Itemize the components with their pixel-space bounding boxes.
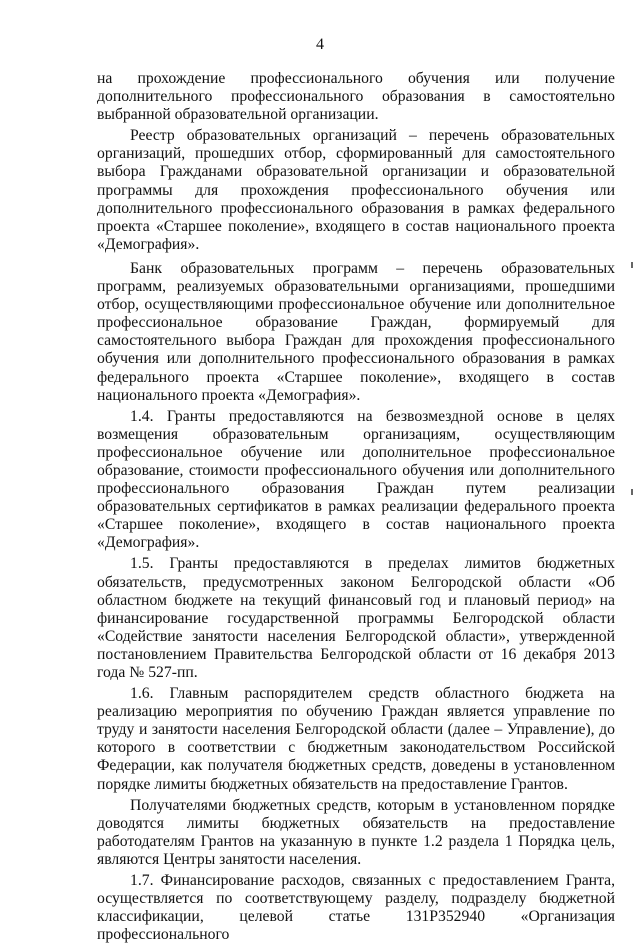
page-number: 4: [316, 36, 324, 53]
paragraph-1-5: 1.5. Гранты предоставляются в пределах лимитов бюджетных обязательств, предусмотренных законом Белгородской области «Об областном бюджете на текущий финансовый год и плановый период» на финансирование государственной программы Белгородской области «Содействие занятости населения Белгородской области», утвержденной постановлением Правительства Белгородской области от 16 декабря 2013 года № 527-пп.: [97, 555, 615, 681]
paragraph-program-bank-definition: Банк образовательных программ – перечень образовательных программ, реализуемых образовательными организациями, прошедшими отбор, осуществляющими профессиональное обучение или дополнительное профессиональное образование Граждан, формируемый для самостоятельного выбора Граждан для прохождения профессионального обучения или дополнительного профессионального образования в рамках федерального проекта «Старшее поколение», входящего в состав национального проекта «Демография».: [97, 259, 615, 404]
paragraph-budget-recipients: Получателями бюджетных средств, которым в установленном порядке доводятся лимиты бюджетных обязательств на предоставление работодателям Грантов на указанную в пункте 1.2 раздела 1 Порядка цель, являются Центры занятости населения.: [97, 796, 615, 868]
paragraph-registry-definition: Реестр образовательных организаций – перечень образовательных организаций, прошедших отбор, сформированный для самостоятельного выбора Гражданами образовательной организации и образовательной программы для прохождения профессионального обучения или дополнительного профессионального образования в рамках федерального проекта «Старшее поколение», входящего в состав национального проекта «Демография».: [97, 127, 615, 253]
paragraph-1-7: 1.7. Финансирование расходов, связанных с предоставлением Гранта, осуществляется по соответствующему разделу, подразделу бюджетной классификации, целевой статье 131Р352940 «Организация профессионального: [97, 872, 615, 944]
paragraph-continuation: на прохождение профессионального обучения или получение дополнительного профессионального образования в самостоятельно выбранной образовательной организации.: [97, 70, 615, 124]
scan-mark: [631, 489, 633, 495]
document-body: [97, 70, 615, 947]
scan-mark: [631, 262, 633, 268]
paragraph-1-4: 1.4. Гранты предоставляются на безвозмездной основе в целях возмещения образовательным организациям, осуществляющим профессиональное обучение или дополнительное профессиональное образование, стоимости профессионального обучения или дополнительного профессионального образования Граждан путем реализации образовательных сертификатов в рамках реализации федерального проекта «Старшее поколение», входящего в состав национального проекта «Демография».: [97, 407, 615, 552]
paragraph-1-6: 1.6. Главным распорядителем средств областного бюджета на реализацию мероприятия по обучению Граждан является управление по труду и занятости населения Белгородской области (далее – Управление), до которого в соответствии с бюджетным законодательством Российской Федерации, как получателя бюджетных средств, доведены в установленном порядке лимиты бюджетных обязательств на предоставление Грантов.: [97, 685, 615, 793]
